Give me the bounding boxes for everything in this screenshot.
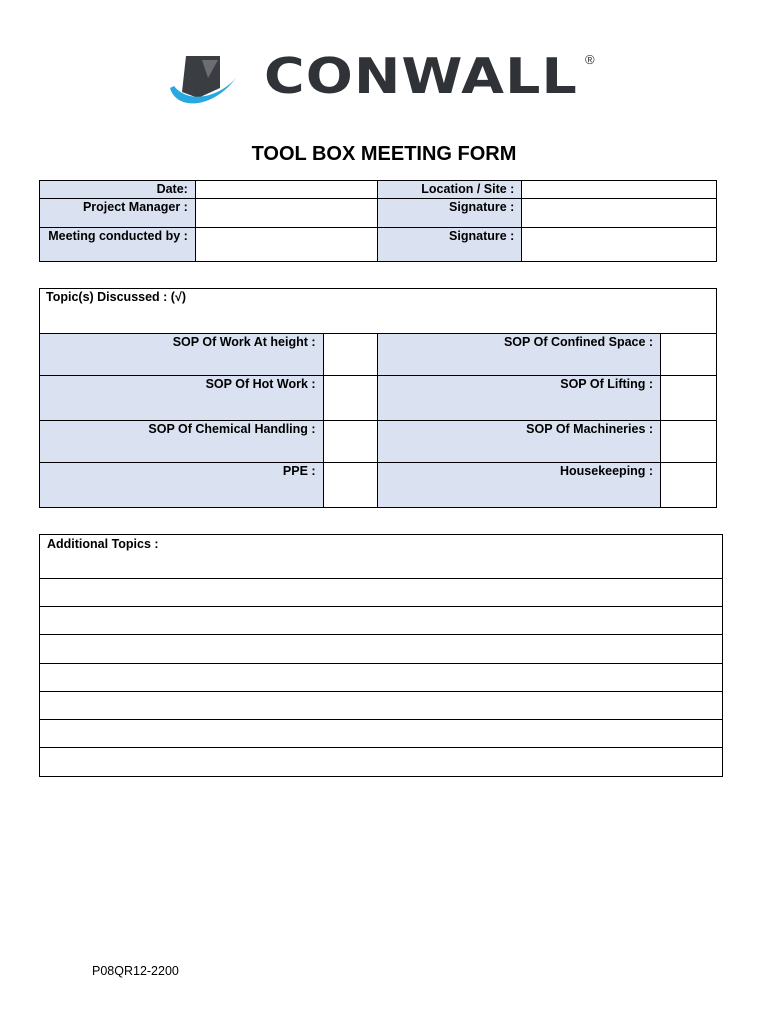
meeting-conducted-by-field[interactable] bbox=[195, 228, 377, 262]
topics-discussed-heading: Topic(s) Discussed : (√) bbox=[40, 289, 717, 334]
page-title: TOOL BOX MEETING FORM bbox=[251, 143, 517, 165]
topic-checkbox-machineries[interactable] bbox=[661, 421, 717, 463]
topic-checkbox-hot-work[interactable] bbox=[323, 376, 378, 421]
additional-topic-line[interactable] bbox=[40, 607, 723, 635]
meeting-header-table bbox=[39, 180, 717, 262]
topic-checkbox-lifting[interactable] bbox=[661, 376, 717, 421]
topic-label: SOP Of Hot Work : bbox=[40, 376, 324, 421]
topic-label: SOP Of Work At height : bbox=[40, 334, 324, 376]
topics-discussed-table bbox=[39, 288, 717, 508]
topic-checkbox-ppe[interactable] bbox=[323, 463, 378, 508]
topic-label: PPE : bbox=[40, 463, 324, 508]
additional-topics-heading: Additional Topics : bbox=[40, 535, 723, 579]
additional-topics-table bbox=[39, 534, 723, 777]
additional-topic-line[interactable] bbox=[40, 635, 723, 664]
topic-label: SOP Of Machineries : bbox=[378, 421, 661, 463]
date-label: Date: bbox=[40, 181, 196, 199]
topic-label: SOP Of Lifting : bbox=[378, 376, 661, 421]
topic-checkbox-housekeeping[interactable] bbox=[661, 463, 717, 508]
conwall-logo bbox=[168, 48, 608, 112]
conductor-signature-label: Signature : bbox=[377, 228, 522, 262]
project-manager-signature-label: Signature : bbox=[377, 199, 522, 228]
location-site-field[interactable] bbox=[522, 181, 717, 199]
logo-wordmark: CONWALL bbox=[264, 48, 578, 105]
registered-mark: ® bbox=[585, 52, 595, 67]
additional-topic-line[interactable] bbox=[40, 720, 723, 748]
conwall-emblem-icon bbox=[168, 48, 238, 112]
additional-topic-line[interactable] bbox=[40, 748, 723, 777]
additional-topic-line[interactable] bbox=[40, 692, 723, 720]
additional-topic-line[interactable] bbox=[40, 664, 723, 692]
conductor-signature-field[interactable] bbox=[522, 228, 717, 262]
meeting-conducted-by-label: Meeting conducted by : bbox=[40, 228, 196, 262]
additional-topic-line[interactable] bbox=[40, 579, 723, 607]
topic-label: SOP Of Confined Space : bbox=[378, 334, 661, 376]
project-manager-signature-field[interactable] bbox=[522, 199, 717, 228]
project-manager-field[interactable] bbox=[195, 199, 377, 228]
form-code: P08QR12-2200 bbox=[92, 964, 179, 978]
location-site-label: Location / Site : bbox=[377, 181, 522, 199]
topic-label: SOP Of Chemical Handling : bbox=[40, 421, 324, 463]
project-manager-label: Project Manager : bbox=[40, 199, 196, 228]
topic-checkbox-chemical-handling[interactable] bbox=[323, 421, 378, 463]
date-field[interactable] bbox=[195, 181, 377, 199]
topic-checkbox-work-at-height[interactable] bbox=[323, 334, 378, 376]
topic-label: Housekeeping : bbox=[378, 463, 661, 508]
topic-checkbox-confined-space[interactable] bbox=[661, 334, 717, 376]
